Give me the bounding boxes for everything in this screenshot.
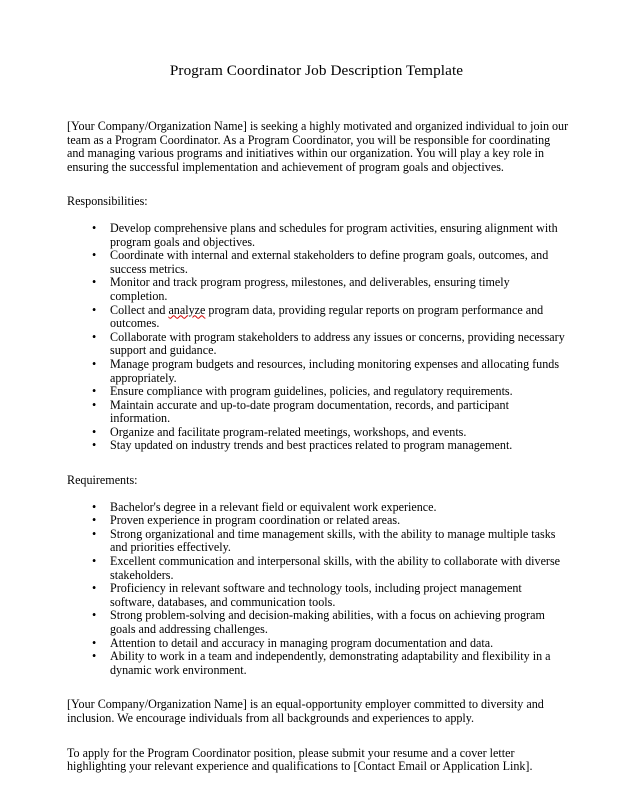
- list-item-text: Organize and facilitate program-related meetings, workshops, and events.: [110, 424, 467, 439]
- spacer: [67, 174, 569, 195]
- list-item: [67, 276, 569, 303]
- list-item-text: Maintain accurate and up-to-date program documentation, records, and participant information.: [110, 397, 509, 426]
- list-item: [67, 528, 569, 555]
- list-item-text: Excellent communication and interpersonal skills, with the ability to collaborate with diverse stakeholders.: [110, 554, 561, 582]
- document-body: [67, 120, 569, 774]
- list-item: [67, 514, 569, 528]
- bullet-icon: •: [92, 499, 97, 514]
- bullet-icon: •: [92, 384, 97, 399]
- intro-paragraph: [Your Company/Organization Name] is seeking a highly motivated and organized individual to join our team as a Program Coordinator. As a Program Coordinator, you will be responsible for coordinating and managing various programs and initiatives within our organization. You will play a key role in ensuring the successful implementation and achievement of program goals and objectives.: [67, 119, 569, 174]
- list-item-text: Develop comprehensive plans and schedules for program activities, ensuring alignment with program goals and objectives.: [110, 220, 558, 249]
- equal-opportunity-paragraph: [Your Company/Organization Name] is an equal-opportunity employer committed to diversity and inclusion. We encourage individuals from all backgrounds and experiences to apply.: [67, 697, 544, 725]
- list-item-text-suffix: program data, providing regular reports on program performance and outcomes.: [110, 302, 544, 331]
- list-item: [67, 358, 569, 385]
- bullet-icon: •: [92, 581, 97, 596]
- list-item-text: Coordinate with internal and external stakeholders to define program goals, outcomes, and success metrics.: [110, 248, 549, 276]
- list-item-spellcheck: [67, 304, 569, 331]
- bullet-icon: •: [92, 424, 97, 439]
- bullet-icon: •: [92, 220, 97, 235]
- list-item-text: Ability to work in a team and independently, demonstrating adaptability and flexibility in a dynamic work environment.: [110, 649, 551, 677]
- page-title: Program Coordinator Job Description Template: [169, 62, 464, 79]
- bullet-icon: •: [92, 275, 97, 290]
- bullet-icon: •: [92, 635, 97, 650]
- bullet-icon: •: [92, 526, 97, 541]
- list-item: [67, 637, 569, 651]
- bullet-icon: •: [92, 397, 97, 412]
- list-item: [67, 439, 569, 453]
- list-item: [67, 331, 569, 358]
- spacer: [67, 726, 569, 747]
- list-item-text: Strong problem-solving and decision-making abilities, with a focus on achieving program goals and addressing challenges.: [110, 608, 545, 636]
- requirements-heading: Requirements:: [67, 473, 138, 488]
- bullet-icon: •: [92, 329, 97, 344]
- list-item: [67, 501, 569, 515]
- list-item-text: Stay updated on industry trends and best practices related to program management.: [110, 438, 513, 453]
- list-item-text: Proven experience in program coordination or related areas.: [110, 513, 401, 528]
- list-item: [67, 555, 569, 582]
- list-item: [67, 426, 569, 440]
- list-item-text: Strong organizational and time management skills, with the ability to manage multiple tasks and priorities effectively.: [110, 526, 556, 555]
- bullet-icon: •: [92, 513, 97, 528]
- list-item-text-prefix: Collect and: [110, 302, 169, 317]
- bullet-icon: •: [92, 356, 97, 371]
- responsibilities-heading: Responsibilities:: [67, 194, 148, 209]
- list-item-text: Monitor and track program progress, milestones, and deliverables, ensuring timely completion.: [110, 275, 510, 303]
- list-item: [67, 249, 569, 276]
- list-item-text: Bachelor's degree in a relevant field or equivalent work experience.: [110, 499, 437, 514]
- bullet-icon: •: [92, 438, 97, 453]
- bullet-icon: •: [92, 649, 97, 664]
- list-item-text: Proficiency in relevant software and technology tools, including project management software, databases, and communication tools.: [110, 581, 522, 609]
- requirements-list: [67, 501, 569, 678]
- list-item-text: Ensure compliance with program guidelines, policies, and regulatory requirements.: [110, 384, 513, 399]
- list-item: [67, 582, 569, 609]
- bullet-icon: •: [92, 554, 97, 569]
- bullet-icon: •: [92, 302, 97, 317]
- list-item-text: Collaborate with program stakeholders to address any issues or concerns, providing necessary support and guidance.: [110, 329, 565, 358]
- bullet-icon: •: [92, 608, 97, 623]
- bullet-icon: •: [92, 248, 97, 263]
- list-item: [67, 399, 569, 426]
- spacer: [67, 453, 569, 474]
- list-item: [67, 222, 569, 249]
- list-item: [67, 650, 569, 677]
- misspelled-word[interactable]: analyze: [168, 302, 206, 317]
- apply-paragraph: To apply for the Program Coordinator position, please submit your resume and a cover letter highlighting your relevant experience and qualifications to [Contact Email or Application Link].: [67, 745, 533, 774]
- spacer: [67, 677, 569, 698]
- responsibilities-list: [67, 222, 569, 453]
- list-item: [67, 385, 569, 399]
- list-item-text: Manage program budgets and resources, including monitoring expenses and allocating funds appropriately.: [110, 356, 560, 385]
- list-item-text: Attention to detail and accuracy in managing program documentation and data.: [110, 635, 494, 650]
- list-item: [67, 609, 569, 636]
